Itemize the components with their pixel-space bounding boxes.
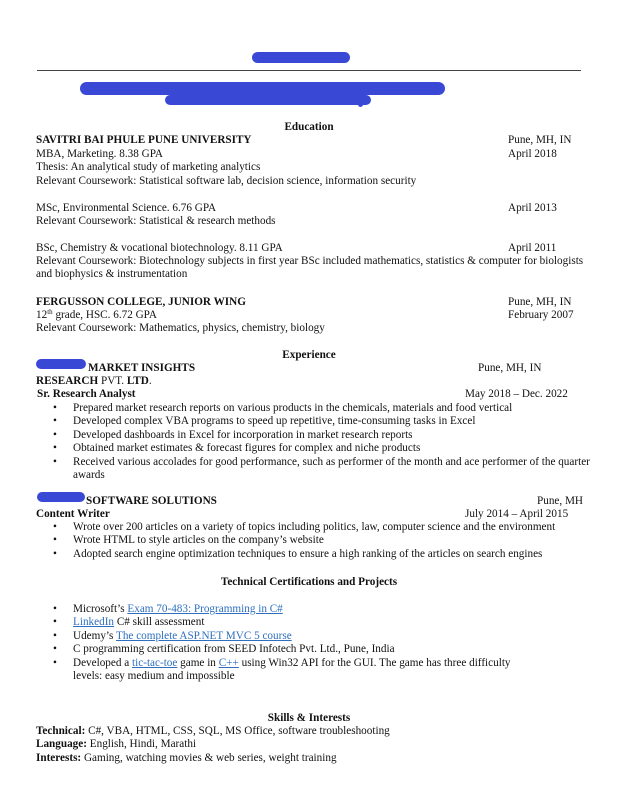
company-word: RESEARCH <box>36 375 99 387</box>
degree-title <box>36 309 157 322</box>
skills-label: Interests: <box>36 752 82 764</box>
exam-70-483-link[interactable]: Exam 70-483: Programming in C# <box>127 603 283 615</box>
job-bullet: • Prepared market research reports on various products in the chemicals, materials and food vertical <box>36 402 591 415</box>
experience-heading: Experience <box>282 349 336 361</box>
grade-number: 12 <box>36 309 48 321</box>
skills-row-technical <box>36 725 390 738</box>
skills-value: Gaming, watching movies & web series, weight training <box>81 752 337 764</box>
job-bullet: • Received various accolades for good performance, such as performer of the month and ace performer of the quarter awards <box>36 456 591 483</box>
job-bullets <box>36 521 591 561</box>
company-name-cont <box>36 375 152 388</box>
degree-date: April 2018 <box>508 148 557 160</box>
grade-rest: grade, HSC. 6.72 GPA <box>52 309 157 321</box>
company-word: PVT. <box>98 375 127 387</box>
redacted-name <box>252 52 350 63</box>
degree-date: April 2013 <box>508 202 557 214</box>
skills-value: C#, VBA, HTML, CSS, SQL, MS Office, software troubleshooting <box>85 725 390 737</box>
cert-text: Microsoft’s <box>73 603 128 615</box>
certification-item: • C programming certification from SEED Infotech Pvt. Ltd., Pune, India <box>36 643 526 656</box>
redacted-contact-stroke <box>358 85 363 107</box>
job-location: Pune, MH, IN <box>478 362 542 374</box>
school-location: Pune, MH, IN <box>508 296 572 308</box>
job-bullet: • Wrote HTML to style articles on the company’s website <box>36 534 591 547</box>
skills-label: Technical: <box>36 725 86 737</box>
degree-detail: Relevant Coursework: Biotechnology subjects in first year BSc included mathematics, statistics & computer for biologists and biophysics & instrumentation <box>36 255 584 281</box>
degree-title: BSc, Chemistry & vocational biotechnology. 8.11 GPA <box>36 242 283 254</box>
linkedin-link[interactable]: LinkedIn <box>73 616 115 629</box>
company-name: SOFTWARE SOLUTIONS <box>86 495 217 507</box>
header-divider <box>37 70 581 71</box>
degree-detail: Relevant Coursework: Mathematics, physics, chemistry, biology <box>36 322 325 334</box>
job-bullet: • Adopted search engine optimization techniques to ensure a high ranking of the articles on search engines <box>36 548 591 561</box>
cert-text: using Win32 API for the GUI. The game has three difficulty levels: easy medium and impossible <box>73 656 511 683</box>
job-bullet: • Developed complex VBA programs to speed up repetitive, time-consuming tasks in Excel <box>36 415 591 428</box>
skills-row-language <box>36 738 196 751</box>
cert-text: game in <box>177 656 219 669</box>
job-location: Pune, MH <box>537 495 583 507</box>
redacted-company-name <box>36 359 86 369</box>
degree-detail: Relevant Coursework: Statistical & research methods <box>36 215 276 227</box>
aspnet-mvc-course-link[interactable]: The complete ASP.NET MVC 5 course <box>116 629 292 642</box>
job-bullet: • Obtained market estimates & forecast figures for complex and niche products <box>36 442 591 455</box>
cpp-link[interactable]: C++ <box>218 656 239 669</box>
job-dates: July 2014 – April 2015 <box>465 508 569 520</box>
school-location: Pune, MH, IN <box>508 134 572 146</box>
tic-tac-toe-link[interactable]: tic-tac-toe <box>132 656 178 669</box>
job-dates: May 2018 – Dec. 2022 <box>465 388 568 400</box>
degree-title: MSc, Environmental Science. 6.76 GPA <box>36 202 217 214</box>
job-role: Sr. Research Analyst <box>37 388 136 400</box>
skills-label: Language: <box>36 738 87 750</box>
cert-text: C# skill assessment <box>114 616 205 629</box>
certification-item <box>36 657 526 684</box>
certification-item <box>36 616 526 629</box>
skills-row-interests <box>36 752 337 765</box>
education-heading: Education <box>284 121 334 133</box>
company-name: MARKET INSIGHTS <box>88 362 196 374</box>
degree-detail: Relevant Coursework: Statistical software lab, decision science, information security <box>36 175 417 187</box>
school-name: FERGUSSON COLLEGE, JUNIOR WING <box>36 296 246 308</box>
job-bullet: • Wrote over 200 articles on a variety of topics including politics, law, computer science and the environment <box>36 521 591 534</box>
company-word: . <box>148 375 152 387</box>
degree-detail: Thesis: An analytical study of marketing analytics <box>36 161 261 173</box>
certification-list <box>36 603 526 683</box>
cert-text: Developed a <box>73 656 133 669</box>
degree-title: MBA, Marketing. 8.38 GPA <box>36 148 164 160</box>
cert-text: Udemy’s <box>73 629 116 642</box>
certification-item <box>36 630 526 643</box>
school-name: SAVITRI BAI PHULE PUNE UNIVERSITY <box>36 134 252 146</box>
redacted-contact-line2 <box>165 95 371 105</box>
degree-date: February 2007 <box>508 309 574 321</box>
certification-item <box>36 603 526 616</box>
job-bullet: • Developed dashboards in Excel for incorporation in market research reports <box>36 429 591 442</box>
job-role: Content Writer <box>36 508 110 520</box>
company-word: LTD <box>126 375 149 387</box>
grade-ordinal: th <box>47 308 53 316</box>
skills-value: English, Hindi, Marathi <box>86 738 197 750</box>
certifications-heading: Technical Certifications and Projects <box>220 576 398 588</box>
job-bullets <box>36 402 591 482</box>
redacted-company-name <box>37 492 85 502</box>
skills-heading: Skills & Interests <box>267 712 351 724</box>
degree-date: April 2011 <box>508 242 557 254</box>
